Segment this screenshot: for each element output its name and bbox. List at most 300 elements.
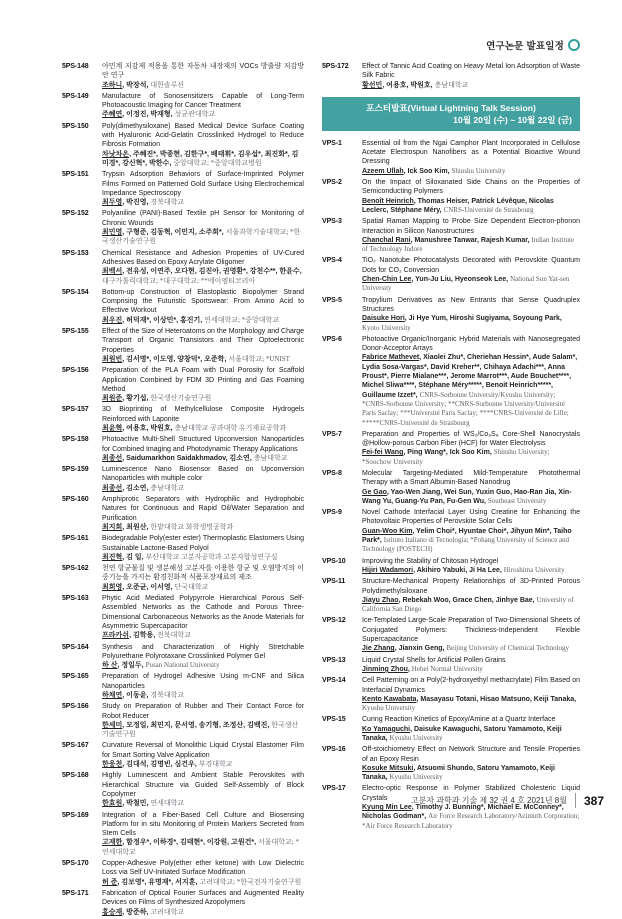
affiliation: 서울대학교; *UNIST [228, 354, 290, 363]
entry-title: Photoactive Multi-Shell Structured Upconversion Nanoparticles for Combined Imaging and Photodynamic Therapy Applications [102, 436, 304, 453]
entry-title: Manufacture of Sonosensitizers Capable of Long-Term Photoacoustic Imaging for Cancer Treatment [102, 92, 304, 110]
footer-divider [575, 793, 576, 808]
coauthors: , 김보영*, 유명재*, 서지훈, [117, 878, 200, 886]
entry-content [102, 405, 304, 433]
entry-code: VPS-4 [322, 257, 342, 265]
lead-author: 최민영 [102, 229, 123, 237]
entry-authors [362, 275, 580, 294]
page-header [62, 36, 580, 52]
affiliation: 서울과학기술대학교; *한국생산기술연구원 [102, 228, 301, 246]
program-entry [62, 327, 304, 364]
coauthors: , Thomas Heiser, Patrick Lévêque, Nicolas Leclerc, Stéphane Méry, [362, 197, 554, 214]
lead-author: Fabrice Mathevet [362, 354, 420, 362]
coauthors: , Manushree Tanwar, Rajesh Kumar, [410, 236, 532, 244]
program-entry [322, 676, 580, 713]
program-entry [62, 564, 304, 592]
entry-authors [102, 799, 304, 808]
entry-content [102, 209, 304, 246]
program-entry [62, 288, 304, 325]
coauthors: , Atsuomi Shundo, Satoru Yamamoto, Keiji Tanaka, [362, 764, 555, 782]
entry-content [102, 495, 304, 532]
affiliation: CNRS-Université de Strasbourg [443, 205, 534, 214]
entry-title: Structure-Mechanical Property Relationships of 3D-Printed Porous Polydimethylsiloxane [362, 578, 580, 595]
entry-content [102, 889, 304, 917]
entry-code: 5PS-157 [62, 406, 89, 414]
entry-content [102, 702, 304, 739]
entry-title: Bottom-up Construction of Elastoplastic Biopolymer Strand Comprising the Futuristic Sportswear: From Amino Acid to Effective Workout [102, 288, 304, 315]
program-entry [322, 430, 580, 467]
affiliation: Kyushu University [389, 773, 443, 782]
entry-title: Phytic Acid Mediated Polypyrrole Hierarchical Porous Self-Assembled Networks as the Cathode and Porous Three-Dimensional Carbonaceous Networks as the Anode Materials for Asymmetric Supercapacitor [102, 595, 304, 630]
coauthors: , 주혜진*, 박종현, 김한구*, 배태휘*, 김우섭*, 최진화*, 김미경*, 강신혁*, 박한수, [102, 150, 299, 167]
lead-author: Hijiri Wadamori [362, 566, 414, 574]
affiliation: 단국대학교 [174, 582, 209, 591]
program-entry [62, 594, 304, 640]
entry-content [362, 139, 580, 176]
coauthors: , Timothy J. Bunning*, Michael E. McConney*, Nicholas Godman*, [362, 804, 564, 821]
affiliation: 고려대학교; *한국전자기술연구원 [199, 877, 302, 886]
entry-title: Curvature Reversal of Monolithic Liquid Crystal Elastomer Film for Smart Sorting Valve Application [102, 742, 304, 759]
coauthors: , Ping Wang*, Ick Soo Kim, [403, 449, 494, 457]
lead-author: 차낫차온 [102, 150, 130, 158]
entry-code: 5PS-164 [62, 643, 89, 651]
coauthors: , 오준균, 이서영, [122, 583, 175, 591]
lead-author: Ge Gao [362, 488, 387, 496]
ring-icon [568, 39, 580, 51]
program-entry [62, 889, 304, 917]
entry-authors [362, 725, 580, 744]
lead-author: Jinming Zhou [362, 665, 408, 673]
coauthors: , 모정일, 최민지, 문서영, 송기형, 조정산, 김백진, [122, 721, 272, 729]
program-entry [62, 534, 304, 562]
coauthors: , 박진영, [122, 199, 151, 207]
lead-author: Guan-Woo Kim [362, 527, 413, 535]
entry-code: 5PS-168 [62, 772, 89, 780]
lead-author: Daisuke Hori [362, 315, 405, 323]
lead-author: Jiayu Zhao [362, 596, 399, 604]
entry-code: 5PS-153 [62, 249, 89, 257]
entry-authors [362, 764, 580, 783]
program-entry [322, 178, 580, 215]
coauthors: , 김대석, 김명빈, 심건우, [122, 761, 199, 769]
entry-authors [102, 228, 304, 247]
program-entry [62, 209, 304, 246]
entry-code: 5PS-150 [62, 122, 89, 130]
program-entry [62, 435, 304, 463]
lead-author: 하 산 [102, 662, 118, 670]
affiliation: National Sun Yat-sen University [362, 275, 570, 293]
entry-authors [102, 198, 304, 207]
lead-author: 최지희 [102, 523, 123, 531]
entry-title: TiO₂ Nanotube Photocatalysts Decorated with Perovskite Quantum Dots for CO₂ Conversion [362, 257, 580, 274]
lead-author: 최희영 [102, 583, 123, 591]
journal-info: 고분자 과학과 기술 제 32 권 4 호 2021년 8월 [410, 796, 567, 805]
program-entry [62, 702, 304, 739]
two-column-layout [62, 62, 580, 919]
entry-content [362, 676, 580, 713]
entry-content [102, 249, 304, 286]
entry-title: 3D Bioprinting of Methylcellulose Composite Hydrogels Reinforced with Laponite [102, 406, 304, 423]
entry-title: 천연 항균물질 및 생분해성 고분자를 이용한 항균 및 오염방지의 이중기능을 가지는 환경친화적 식품포장재료의 제조 [102, 565, 304, 582]
program-entry [62, 465, 304, 493]
lead-author: Fei-fei Wang [362, 449, 404, 457]
entry-content [362, 469, 580, 506]
entry-code: 5PS-161 [62, 535, 89, 543]
right-column [322, 62, 580, 919]
program-entry [322, 745, 580, 782]
entry-content [102, 672, 304, 700]
lead-author: 고재한 [102, 839, 123, 847]
affiliation: Shinshu University [451, 166, 506, 175]
program-entry [322, 577, 580, 614]
program-entry [322, 557, 580, 576]
entry-content [362, 557, 580, 576]
coauthors: , 박철민, [122, 800, 151, 808]
lead-author: 한효원 [102, 800, 123, 808]
entry-title: Trypsin Adsorption Behaviors of Surface-Imprinted Polymer Films Formed on Patterned Gold Surface Using Electrochemical Impedance Spectroscopy [102, 171, 304, 197]
entry-title: Curing Reaction Kinetics of Epoxy/Amine at a Quartz Interface [362, 716, 556, 724]
entry-authors [102, 878, 304, 887]
program-entry [62, 92, 304, 120]
entry-code: VPS-9 [322, 509, 342, 517]
entry-code: VPS-8 [322, 469, 342, 477]
entry-authors [102, 838, 304, 857]
entry-authors [102, 721, 304, 740]
entry-content [102, 92, 304, 120]
program-entry [62, 405, 304, 433]
entry-title: Preparation of Hydrogel Adhesive Using m-CNF and Silica Nanoparticles [102, 673, 304, 690]
coauthors: , 이동윤, [122, 692, 151, 699]
affiliation: 서울대학교; *연세대학교 [102, 838, 299, 856]
entry-authors [102, 355, 304, 364]
coauthors: , 황기섭, [122, 395, 151, 403]
coauthors: , 여용호, 박원호, [122, 424, 175, 432]
entry-authors [102, 553, 304, 562]
lead-author: Azeem Ullah [362, 167, 404, 175]
entry-title: Fabrication of Optical Fourier Surfaces and Augmented Reality Devices on Films of Synthesized Azopolymers [102, 889, 304, 907]
affiliation: University of California San Diego [362, 595, 574, 614]
program-entry [322, 256, 580, 293]
entry-title: Polyaniline (PANI)-Based Textile pH Sensor for Monitoring of Chronic Wounds [102, 210, 304, 227]
entry-authors [102, 424, 304, 433]
entry-authors [362, 488, 580, 507]
entry-code: VPS-6 [322, 335, 342, 343]
entry-authors [362, 695, 580, 714]
entry-authors [102, 691, 304, 700]
entry-title: Tropylium Derivatives as New Entrants that Sense Quadruplex Structures [362, 296, 580, 313]
entry-authors [362, 665, 580, 674]
entry-authors [362, 167, 580, 176]
entry-title: Off-stoichiometry Effect on Network Structure and Tensile Properties of an Epoxy Resin [362, 746, 580, 763]
coauthors: , Yelim Choi*, Hyuntae Choi*, Jihyun Min*, Taiho Park*, [362, 527, 572, 545]
entry-title: Effect of the Size of Heteroatoms on the Morphology and Charge Transport of Organic Transistors and Their Optoelectronic Properties [102, 328, 304, 354]
session-banner-dates: 10월 20일 (수) ~ 10월 22일 (금) [453, 115, 572, 126]
lead-author: 최원빈 [102, 355, 123, 363]
entry-code: 5PS-152 [62, 210, 89, 218]
entry-authors [362, 644, 580, 653]
entry-title: Electro-optic Response in Polymer Stabilized Cholesteric Liquid Crystals [362, 785, 580, 802]
affiliation: 경북대학교 [150, 691, 185, 699]
entry-code: VPS-3 [322, 218, 342, 226]
entry-title: Preparation of the PLA Foam with Dual Porosity for Scaffold Application Combined by FDM 3D Printing and Gas Foaming Method [102, 367, 304, 393]
entry-content [362, 577, 580, 614]
coauthors: , 이정진, 박재형, [122, 111, 175, 119]
entry-code: VPS-17 [322, 785, 346, 793]
coauthors: , Akihiro Yabuki, Ji Ha Lee, [413, 566, 504, 574]
entry-code: 5PS-165 [62, 673, 89, 681]
entry-title: Spatial Raman Mapping to Probe Size Dependent Electron-phonon Interaction in Silicon Nanostructures [362, 218, 580, 235]
entry-content [362, 616, 580, 653]
lead-author: Chen-Chin Lee [362, 276, 412, 284]
entry-code: 5PS-169 [62, 811, 89, 819]
program-entry [62, 495, 304, 532]
entry-authors [102, 760, 304, 769]
entry-title: On the Impact of Siloxanated Side Chains on the Properties of Semiconducting Polymers [362, 179, 580, 196]
program-entry [322, 139, 580, 176]
affiliation: Air Force Research Laboratory/Azimuth Corporation; *Air Force Research Laboratory [362, 812, 580, 830]
affiliation: 성균관대학교 [174, 110, 216, 119]
program-entry [62, 859, 304, 887]
entry-title: Copper-Adhesive Poly(ether ether ketone) with Low Dielectric Loss via Self UV-Initiated Surface Modification [102, 860, 304, 877]
entry-content [102, 288, 304, 325]
entry-content [362, 715, 580, 743]
program-entry [322, 296, 580, 333]
entry-title: Luminescence Nano Biosensor Based on Upconversion Nanoparticles with multiple color [102, 466, 304, 483]
program-entry [62, 170, 304, 207]
entry-authors [102, 454, 304, 463]
entry-authors [102, 394, 304, 403]
entry-content [102, 534, 304, 562]
coauthors: , Xiaolei Zhu*, Cheriehan Hessin*, Aude Salam*, Lydia Sosa-Vargas*, David Kreher**, Chihaya Adachi***, Anna Proust*, Pierre Mialane***, Jerome Marrot***, Aude Bouchet****, Michel Sliwa****, Stéphane Méry*****, Benoit Heinrich*****, Guillaume Izzet*, [362, 354, 578, 399]
lead-author: 최종선 [102, 454, 123, 462]
coauthors: , 박장석, [122, 81, 151, 89]
affiliation: 고려대학교 [150, 907, 185, 916]
entry-title: Integration of a Fiber-Based Cell Culture and Biosensing Platform for in situ Monitoring of Protein Markers Secreted from Stem Cells [102, 811, 304, 838]
coauthors: , Saidumarkhon Saidakhmadov, 김소연, [122, 454, 254, 462]
coauthors: , Yao-Wen Jiang, Wei Sun, Yuxin Guo, Hao-Ran Jia, Xin-Wang Yu, Guang-Yu Pan, Fu-Gen Wu, [362, 488, 572, 505]
lead-author: 최백서 [102, 268, 123, 276]
entry-content [102, 122, 304, 168]
entry-title: Effect of Tannic Acid Coating on Heavy Metal Ion Adsorption of Waste Silk Fabric [362, 63, 580, 80]
affiliation: 연세대학교 [150, 799, 185, 808]
affiliation: Kyushu University [362, 704, 416, 713]
affiliation: 충남대학교 [150, 483, 185, 492]
lead-author: 최윤혁 [102, 424, 123, 432]
lead-author: 프라카쉬 [102, 632, 130, 640]
entry-title: Novel Cathode Interfacial Layer Using Creatine for Enhancing the Photovoltaic Properties of Perovskite Solar Cells [362, 509, 580, 526]
vps-entry-list [322, 139, 580, 831]
entry-title: Biodegradable Poly(ester ester) Thermoplastic Elastomers Using Sustainable Lactone-Based Polyol [102, 535, 304, 552]
affiliation: 한국생산기술연구원 [150, 394, 212, 403]
entry-code: 5PS-156 [62, 367, 89, 375]
lead-author: Jie Zhang [362, 645, 395, 653]
lead-author: 최원준 [102, 395, 123, 403]
affiliation: 연세대학교; *중앙대학교 [204, 315, 279, 324]
program-entry [62, 741, 304, 769]
program-entry [62, 249, 304, 286]
lead-author: 홍승재 [102, 908, 123, 916]
entry-code: 5PS-167 [62, 742, 89, 750]
entry-code: 5PS-162 [62, 565, 89, 573]
entry-title: Study on Preparation of Rubber and Their Contact Force for Robot Reducer [102, 703, 304, 720]
entry-code: 5PS-159 [62, 466, 89, 474]
affiliation: Pusan National University [145, 661, 220, 670]
lead-author: 허 준 [102, 878, 118, 886]
program-entry [62, 62, 304, 90]
entry-authors [362, 353, 580, 427]
entry-title: Photoactive Organic/Inorganic Hybrid Materials with Nanosegregated Donor-Acceptor Arrays [362, 335, 580, 353]
entry-code: VPS-2 [322, 179, 342, 187]
entry-code: 5PS-170 [62, 860, 89, 868]
coauthors: , Yun-Ju Liu, Hyeonseok Lee, [411, 276, 511, 284]
entry-code: 5PS-166 [62, 703, 89, 711]
program-entry [322, 469, 580, 506]
entry-content [362, 430, 580, 467]
lead-author: Kosuke Mitsuki [362, 764, 414, 772]
entry-title: Liquid Crystal Shells for Artificial Pollen Grains [362, 656, 506, 664]
affiliation: 부산대학교 고분자공학과 고분자합성연구실 [145, 552, 278, 561]
entry-content [362, 656, 580, 675]
affiliation: 대한솔루션 [150, 80, 185, 89]
entry-code: VPS-10 [322, 557, 346, 565]
left-column [62, 62, 304, 919]
entry-title: Ice-Templated Large-Scale Preparation of Two-Dimensional Sheets of Conjugated Polymers: Thickness-Independent Flexible Supercapacitance [362, 617, 580, 644]
program-entry [322, 217, 580, 254]
affiliation: Shinshu University; *Soochow University [362, 448, 550, 466]
entry-authors [102, 267, 304, 286]
entry-code: 5PS-158 [62, 436, 89, 444]
lead-author: Kento Kawabata [362, 695, 417, 703]
entry-authors [102, 81, 304, 90]
coauthors: , [407, 665, 412, 673]
page-title: 연구논문 발표일정 [486, 41, 564, 52]
coauthors: , Jianxin Geng, [394, 645, 447, 653]
lead-author: 주혜연 [102, 111, 123, 119]
coauthors: , 여용호, 박원호, [382, 81, 435, 89]
program-entry [62, 122, 304, 168]
affiliation: 충남대학교 [434, 80, 469, 89]
entry-authors [102, 661, 304, 670]
affiliation: Hebei Normal University [411, 664, 483, 673]
entry-authors [362, 314, 580, 333]
lead-author: 한세미 [102, 721, 123, 729]
entry-content [362, 256, 580, 293]
entry-content [362, 296, 580, 333]
entry-authors [362, 527, 580, 555]
affiliation: Beijing University of Chemical Technology [446, 644, 570, 653]
entry-code: 5PS-172 [322, 63, 349, 70]
lead-author: 하채연 [102, 692, 123, 699]
entry-code: VPS-1 [322, 139, 342, 147]
coauthors: , 함정우*, 이하경*, 김태현*, 이강원, 고원건*, [122, 839, 258, 847]
program-entry [322, 656, 580, 675]
entry-code: VPS-15 [322, 716, 346, 724]
entry-authors [102, 631, 304, 640]
affiliation: 경북대학교 [150, 198, 185, 207]
entry-code: 5PS-154 [62, 288, 89, 296]
coauthors: , 정일두, [117, 662, 146, 670]
affiliation: 충남대학교 [253, 453, 288, 462]
entry-authors [102, 523, 304, 532]
page-number: 387 [583, 793, 604, 808]
entry-content [102, 643, 304, 671]
affiliation: 중앙대학교; *중앙대학교병원 [173, 158, 262, 167]
coauthors: , 김서명*, 이도영, 양창덕*, 오준학, [122, 355, 229, 363]
program-entry [322, 508, 580, 554]
coauthors: , Masayasu Totani, Hisao Matsuno, Keiji Tanaka, [416, 695, 577, 703]
entry-authors [102, 316, 304, 325]
entry-content [362, 508, 580, 554]
entry-authors [362, 596, 580, 615]
entry-authors [362, 566, 580, 575]
lead-author: 최진혁 [102, 553, 123, 561]
coauthors: , Rebekah Woo, Grace Chen, Jinhye Bae, [398, 596, 537, 604]
entry-content [102, 62, 304, 90]
lead-author: 최우진 [102, 316, 123, 324]
lead-author: 조하니 [102, 81, 123, 89]
entry-title: Highly Luminescent and Ambient Stable Perovskites with Hierarchical Structure via Guided Self-Assembly of Block Copolymer [102, 772, 304, 798]
program-entry [62, 643, 304, 671]
coauthors: , Daisuke Kawaguchi, Satoru Yamamoto, Keiji Tanaka, [362, 725, 562, 742]
program-entry [62, 672, 304, 700]
entry-authors [102, 150, 304, 169]
entry-authors [362, 448, 580, 467]
entry-content [102, 811, 304, 857]
entry-code: VPS-5 [322, 296, 342, 304]
page-footer [411, 793, 608, 808]
entry-content [102, 594, 304, 640]
program-entry [62, 771, 304, 808]
affiliation: 전북대학교 [157, 631, 191, 640]
coauthors: , Ick Soo Kim, [403, 167, 452, 175]
entry-content [362, 217, 580, 254]
coauthors: , 김학용, [129, 632, 158, 640]
entry-title: Essential oil from the Ngai Camphor Plant Incorporated in Cellulose Acetate Electrospun Nanofibers as a Potential Bioactive Wound Dressing [362, 139, 580, 166]
entry-title: Amphiprotic Separators with Hydrophilic and Hydrophobic Natures for Continuous and Rapid Oil/Water Separation and Purification [102, 496, 304, 522]
entry-code: VPS-14 [322, 677, 346, 685]
entry-content [102, 771, 304, 808]
coauthors: , 최원산, [122, 523, 151, 531]
entry-authors [102, 110, 304, 119]
lead-author: Kyung Min Lee [362, 804, 412, 812]
entry-code: VPS-12 [322, 617, 346, 625]
session-banner [322, 97, 580, 131]
entry-authors [362, 236, 580, 255]
header-badge [486, 38, 580, 52]
entry-content [362, 745, 580, 782]
entry-title: Molecular Targeting-Mediated Mild-Temperature Photothermal Therapy with a Smart Albumin-Based Nanodrug [362, 469, 580, 487]
program-entry [322, 715, 580, 743]
entry-content [102, 465, 304, 493]
entry-content [362, 62, 580, 90]
entry-code: 5PS-163 [62, 595, 89, 603]
coauthors: , 방준하, [122, 908, 151, 916]
entry-code: 5PS-151 [62, 171, 89, 179]
session-banner-title: 포스터발표(Virtual Lightning Talk Session) [366, 102, 536, 113]
lead-author: 한웅천 [102, 761, 123, 769]
entry-content [362, 335, 580, 428]
entry-authors [102, 484, 304, 493]
entry-authors [102, 908, 304, 917]
entry-content [102, 859, 304, 887]
entry-authors [362, 81, 580, 90]
lead-author: Chanchal Rani [362, 236, 411, 244]
entry-authors [102, 583, 304, 592]
entry-title: Preparation and Properties of WS₂/Co₉S₈ Core-Shell Nanocrystals @Hollow-porous Carbon Fiber (HCF) for Water Electrolysis [362, 430, 580, 448]
entry-code: 5PS-149 [62, 92, 89, 100]
coauthors: , 전유성, 이연주, 오다현, 김진아, 권영환*, 강천수**, 한윤수, [122, 268, 302, 276]
affiliation: Istituto Italiano di Tecnologia; *Pohang University of Science and Technology (POSTECH) [362, 536, 570, 554]
